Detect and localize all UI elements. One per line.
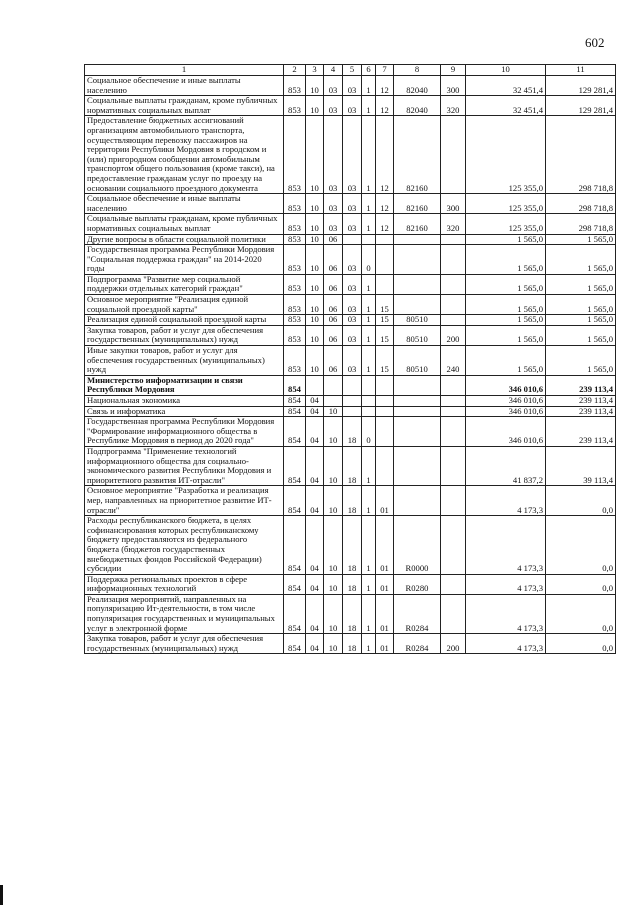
row-label-cell: Реализация мероприятий, направленных на популяризацию Ит-деятельности, в том числе популяризация государственных и муниципальных услуг в электронной форме — [85, 594, 284, 633]
table-cell: 346 010,6 — [466, 406, 546, 417]
table-cell: 03 — [343, 295, 362, 315]
table-cell: 10 — [324, 594, 343, 633]
table-cell: 82160 — [394, 116, 441, 194]
table-cell: 10 — [306, 325, 324, 345]
table-cell: 853 — [284, 325, 306, 345]
table-cell: 1 565,0 — [546, 274, 616, 294]
table-cell: 0,0 — [546, 486, 616, 516]
table-cell: 346 010,6 — [466, 375, 546, 395]
row-label-cell: Государственная программа Республики Мордовия "Социальная поддержка граждан" на 2014-2020 годы — [85, 245, 284, 275]
table-row — [85, 375, 616, 395]
table-cell: 10 — [324, 486, 343, 516]
table-cell: 1 565,0 — [546, 325, 616, 345]
table-cell — [441, 245, 466, 275]
table-cell — [441, 574, 466, 594]
table-cell: 03 — [343, 116, 362, 194]
row-label-cell: Закупка товаров, работ и услуг для обеспечения государственных (муниципальных) нужд — [85, 634, 284, 654]
table-row — [85, 315, 616, 326]
table-cell: 04 — [306, 396, 324, 407]
row-label-cell: Социальные выплаты гражданам, кроме публичных нормативных социальных выплат — [85, 214, 284, 234]
table-cell — [394, 446, 441, 485]
table-cell: 03 — [324, 116, 343, 194]
table-cell — [441, 234, 466, 245]
table-row — [85, 116, 616, 194]
table-cell: 0,0 — [546, 516, 616, 575]
table-cell: 4 173,3 — [466, 486, 546, 516]
table-cell — [441, 406, 466, 417]
table-cell — [324, 396, 343, 407]
table-row — [85, 325, 616, 345]
table-cell: 12 — [376, 96, 394, 116]
table-cell: 240 — [441, 346, 466, 376]
table-cell: 03 — [324, 194, 343, 214]
table-cell: 18 — [343, 574, 362, 594]
table-cell: 15 — [376, 346, 394, 376]
table-cell: 18 — [343, 446, 362, 485]
table-cell: 1 565,0 — [546, 295, 616, 315]
row-label-cell: Расходы республиканского бюджета, в целях софинансирования которых республиканскому бюджету предоставляются из федерального бюджета (бюджетов государственных внебюджетных фондов Российской Федерации) субсидии — [85, 516, 284, 575]
column-header: 2 — [284, 65, 306, 76]
table-cell: 06 — [324, 346, 343, 376]
row-label-cell: Поддержка региональных проектов в сфере информационных технологий — [85, 574, 284, 594]
table-cell: 1 — [362, 516, 376, 575]
table-cell: 10 — [306, 245, 324, 275]
row-label-cell: Подпрограмма "Развитие мер социальной поддержки отдельных категорий граждан" — [85, 274, 284, 294]
table-cell: 1 — [362, 295, 376, 315]
table-cell: 03 — [343, 76, 362, 96]
table-cell: 854 — [284, 594, 306, 633]
table-cell: 853 — [284, 96, 306, 116]
table-cell: 854 — [284, 516, 306, 575]
table-cell: 1 — [362, 446, 376, 485]
table-row — [85, 194, 616, 214]
table-cell: 15 — [376, 325, 394, 345]
table-cell: 10 — [324, 516, 343, 575]
table-cell: 10 — [324, 417, 343, 447]
table-cell: 04 — [306, 516, 324, 575]
table-cell: 10 — [306, 214, 324, 234]
table-cell: 4 173,3 — [466, 516, 546, 575]
row-label-cell: Предоставление бюджетных ассигнований организациям автомобильного транспорта, осуществляющим перевозку пассажиров на территории Республики Мордовия в городском и (или) пригородном сообщении автомобильным транспортом общего пользования (кроме такси), на предоставление гражданам услуг по проезду на основании социального проездного документа — [85, 116, 284, 194]
table-cell: 853 — [284, 234, 306, 245]
table-cell: 239 113,4 — [546, 406, 616, 417]
table-cell — [376, 446, 394, 485]
table-cell: 06 — [324, 274, 343, 294]
table-cell: 01 — [376, 486, 394, 516]
table-cell: R0284 — [394, 634, 441, 654]
table-cell: 853 — [284, 295, 306, 315]
column-header: 6 — [362, 65, 376, 76]
table-cell: 1 — [362, 486, 376, 516]
table-cell: 04 — [306, 574, 324, 594]
table-cell — [441, 116, 466, 194]
table-cell: 854 — [284, 634, 306, 654]
table-cell: 853 — [284, 315, 306, 326]
table-row — [85, 346, 616, 376]
table-cell: 12 — [376, 194, 394, 214]
table-cell: 10 — [306, 346, 324, 376]
table-cell — [441, 274, 466, 294]
table-cell: 80510 — [394, 325, 441, 345]
table-cell: 346 010,6 — [466, 396, 546, 407]
table-cell: 04 — [306, 486, 324, 516]
table-cell: 853 — [284, 76, 306, 96]
table-cell: 04 — [306, 446, 324, 485]
table-cell — [441, 486, 466, 516]
table-cell: 853 — [284, 245, 306, 275]
table-cell: 125 355,0 — [466, 194, 546, 214]
table-cell: 1 — [362, 274, 376, 294]
row-label-cell: Закупка товаров, работ и услуг для обеспечения государственных (муниципальных) нужд — [85, 325, 284, 345]
table-cell: 854 — [284, 396, 306, 407]
row-label-cell: Другие вопросы в области социальной политики — [85, 234, 284, 245]
table-cell: 125 355,0 — [466, 116, 546, 194]
table-cell: 239 113,4 — [546, 417, 616, 447]
table-cell — [343, 375, 362, 395]
table-cell: R0284 — [394, 594, 441, 633]
table-row — [85, 274, 616, 294]
table-cell: 10 — [306, 116, 324, 194]
table-cell: 04 — [306, 417, 324, 447]
table-cell: 1 — [362, 214, 376, 234]
table-cell: 03 — [343, 274, 362, 294]
column-header: 4 — [324, 65, 343, 76]
table-cell: 298 718,8 — [546, 116, 616, 194]
table-cell — [376, 274, 394, 294]
table-cell: 12 — [376, 76, 394, 96]
table-cell: 03 — [343, 214, 362, 234]
table-cell — [441, 594, 466, 633]
table-cell: 10 — [324, 634, 343, 654]
table-cell: 320 — [441, 214, 466, 234]
table-cell: 03 — [343, 96, 362, 116]
table-cell: 853 — [284, 214, 306, 234]
table-cell: 06 — [324, 295, 343, 315]
column-header: 8 — [394, 65, 441, 76]
table-cell: 41 837,2 — [466, 446, 546, 485]
scan-edge-mark — [0, 885, 3, 905]
column-header: 10 — [466, 65, 546, 76]
table-cell: 10 — [324, 406, 343, 417]
table-row — [85, 295, 616, 315]
table-cell: 1 — [362, 574, 376, 594]
table-cell: 1 565,0 — [546, 234, 616, 245]
table-cell: R0280 — [394, 574, 441, 594]
table-cell: 1 565,0 — [466, 315, 546, 326]
table-cell: 12 — [376, 214, 394, 234]
table-cell: 03 — [324, 214, 343, 234]
table-cell — [441, 396, 466, 407]
table-cell: 15 — [376, 295, 394, 315]
table-cell: 239 113,4 — [546, 396, 616, 407]
table-cell: 82160 — [394, 194, 441, 214]
table-cell: 346 010,6 — [466, 417, 546, 447]
table-cell: 1 565,0 — [546, 346, 616, 376]
table-cell: 1 565,0 — [466, 234, 546, 245]
budget-table — [84, 64, 616, 654]
table-cell: 03 — [343, 194, 362, 214]
table-cell: 1 — [362, 315, 376, 326]
table-cell: 01 — [376, 516, 394, 575]
table-cell: 10 — [306, 194, 324, 214]
table-cell: 853 — [284, 274, 306, 294]
table-cell: 10 — [306, 76, 324, 96]
table-cell: 03 — [343, 245, 362, 275]
table-cell: 1 565,0 — [466, 346, 546, 376]
table-cell: 04 — [306, 634, 324, 654]
table-cell — [324, 375, 343, 395]
row-label-cell: Социальное обеспечение и иные выплаты населению — [85, 76, 284, 96]
table-cell: 1 — [362, 325, 376, 345]
table-cell: 03 — [343, 315, 362, 326]
column-header: 1 — [85, 65, 284, 76]
table-row — [85, 446, 616, 485]
table-cell: 39 113,4 — [546, 446, 616, 485]
table-cell: 06 — [324, 245, 343, 275]
table-cell — [441, 417, 466, 447]
table-cell: 1 565,0 — [466, 325, 546, 345]
table-cell: 10 — [324, 446, 343, 485]
table-cell: 300 — [441, 194, 466, 214]
table-cell: 18 — [343, 516, 362, 575]
table-cell: 239 113,4 — [546, 375, 616, 395]
table-cell: 853 — [284, 116, 306, 194]
table-cell — [343, 406, 362, 417]
table-cell: 298 718,8 — [546, 194, 616, 214]
table-cell: 1 565,0 — [546, 315, 616, 326]
row-label-cell: Связь и информатика — [85, 406, 284, 417]
table-cell — [362, 375, 376, 395]
table-cell: 125 355,0 — [466, 214, 546, 234]
column-header: 11 — [546, 65, 616, 76]
table-cell: 10 — [324, 574, 343, 594]
table-cell — [394, 295, 441, 315]
table-cell: 853 — [284, 194, 306, 214]
table-cell: 854 — [284, 446, 306, 485]
table-cell: 82160 — [394, 214, 441, 234]
table-cell — [343, 396, 362, 407]
table-cell: 1 — [362, 346, 376, 376]
row-label-cell: Социальное обеспечение и иные выплаты населению — [85, 194, 284, 214]
table-row — [85, 214, 616, 234]
table-cell: 854 — [284, 574, 306, 594]
table-cell: 32 451,4 — [466, 76, 546, 96]
table-cell: 1 — [362, 634, 376, 654]
table-cell — [376, 406, 394, 417]
table-cell: 854 — [284, 486, 306, 516]
table-cell — [394, 406, 441, 417]
table-cell: 854 — [284, 406, 306, 417]
table-cell: 03 — [324, 96, 343, 116]
table-cell — [441, 516, 466, 575]
table-cell — [343, 234, 362, 245]
table-cell: 18 — [343, 634, 362, 654]
table-cell — [394, 486, 441, 516]
row-label-cell: Реализация единой социальной проездной карты — [85, 315, 284, 326]
table-cell: 10 — [306, 274, 324, 294]
table-cell — [394, 274, 441, 294]
table-cell: 854 — [284, 417, 306, 447]
table-cell — [362, 406, 376, 417]
table-cell — [394, 417, 441, 447]
table-cell: 18 — [343, 417, 362, 447]
table-cell: 06 — [324, 325, 343, 345]
table-cell: 12 — [376, 116, 394, 194]
table-cell: 129 281,4 — [546, 96, 616, 116]
table-cell: 1 — [362, 116, 376, 194]
table-cell — [394, 245, 441, 275]
row-label-cell: Социальные выплаты гражданам, кроме публичных нормативных социальных выплат — [85, 96, 284, 116]
table-cell — [362, 234, 376, 245]
table-cell: 03 — [343, 325, 362, 345]
page-number: 602 — [585, 35, 605, 50]
table-cell — [394, 396, 441, 407]
table-cell — [376, 396, 394, 407]
table-cell: 18 — [343, 594, 362, 633]
table-row — [85, 486, 616, 516]
column-header: 9 — [441, 65, 466, 76]
table-cell: 06 — [324, 315, 343, 326]
row-label-cell: Национальная экономика — [85, 396, 284, 407]
row-label-cell: Иные закупки товаров, работ и услуг для обеспечения государственных (муниципальных) нужд — [85, 346, 284, 376]
table-row — [85, 76, 616, 96]
table-cell: 0 — [362, 417, 376, 447]
row-label-cell: Подпрограмма "Применение технологий информационного общества для социально-экономического развития Республики Мордовия и приоритетного развития ИТ-отрасли" — [85, 446, 284, 485]
table-cell: 01 — [376, 634, 394, 654]
table-cell: 0,0 — [546, 594, 616, 633]
table-cell: 01 — [376, 574, 394, 594]
table-row — [85, 516, 616, 575]
table-cell: 03 — [343, 346, 362, 376]
table-cell: 1 565,0 — [466, 295, 546, 315]
table-row — [85, 234, 616, 245]
table-cell: 10 — [306, 315, 324, 326]
table-cell — [376, 234, 394, 245]
table-cell — [306, 375, 324, 395]
table-cell: 04 — [306, 594, 324, 633]
table-cell — [394, 375, 441, 395]
table-cell — [362, 396, 376, 407]
table-header-row — [85, 65, 616, 76]
table-cell: 01 — [376, 594, 394, 633]
table-row — [85, 96, 616, 116]
table-cell: 854 — [284, 375, 306, 395]
table-cell: 80510 — [394, 315, 441, 326]
table-cell — [376, 375, 394, 395]
table-row — [85, 594, 616, 633]
table-cell: 0,0 — [546, 574, 616, 594]
table-cell: 0,0 — [546, 634, 616, 654]
table-cell: 06 — [324, 234, 343, 245]
column-header: 7 — [376, 65, 394, 76]
table-cell: 15 — [376, 315, 394, 326]
row-label-cell: Государственная программа Республики Мордовия "Формирование информационного общества в Республике Мордовия в период до 2020 года" — [85, 417, 284, 447]
table-cell: 32 451,4 — [466, 96, 546, 116]
table-row — [85, 406, 616, 417]
table-cell: 82040 — [394, 76, 441, 96]
table-cell: 4 173,3 — [466, 594, 546, 633]
table-cell: 1 565,0 — [466, 245, 546, 275]
table-cell: 4 173,3 — [466, 574, 546, 594]
column-header: 5 — [343, 65, 362, 76]
table-cell: 04 — [306, 406, 324, 417]
table-cell: 1 — [362, 96, 376, 116]
row-label-cell: Министерство информатизации и связи Республики Мордовия — [85, 375, 284, 395]
table-cell: 129 281,4 — [546, 76, 616, 96]
table-cell: 320 — [441, 96, 466, 116]
table-row — [85, 634, 616, 654]
column-header: 3 — [306, 65, 324, 76]
table-cell — [441, 375, 466, 395]
table-cell: 200 — [441, 325, 466, 345]
table-row — [85, 417, 616, 447]
table-cell: 0 — [362, 245, 376, 275]
table-cell: 1 565,0 — [546, 245, 616, 275]
table-cell — [376, 245, 394, 275]
row-label-cell: Основное мероприятие "Реализация единой социальной проездной карты" — [85, 295, 284, 315]
row-label-cell: Основное мероприятие "Разработка и реализация мер, направленных на приоритетное развитие ИТ-отрасли" — [85, 486, 284, 516]
table-row — [85, 574, 616, 594]
table-cell: R0000 — [394, 516, 441, 575]
table-cell: 4 173,3 — [466, 634, 546, 654]
table-cell: 853 — [284, 346, 306, 376]
table-cell: 10 — [306, 295, 324, 315]
table-cell: 1 565,0 — [466, 274, 546, 294]
table-cell: 300 — [441, 76, 466, 96]
table-cell — [441, 295, 466, 315]
table-cell: 298 718,8 — [546, 214, 616, 234]
table-cell: 10 — [306, 234, 324, 245]
table-cell — [441, 446, 466, 485]
table-cell: 200 — [441, 634, 466, 654]
table-cell: 03 — [324, 76, 343, 96]
table-cell: 80510 — [394, 346, 441, 376]
table-cell — [376, 417, 394, 447]
table-cell: 1 — [362, 194, 376, 214]
table-cell: 82040 — [394, 96, 441, 116]
table-row — [85, 396, 616, 407]
table-cell: 18 — [343, 486, 362, 516]
table-cell — [441, 315, 466, 326]
table-cell — [394, 234, 441, 245]
table-cell: 1 — [362, 594, 376, 633]
table-cell: 10 — [306, 96, 324, 116]
table-row — [85, 245, 616, 275]
table-cell: 1 — [362, 76, 376, 96]
